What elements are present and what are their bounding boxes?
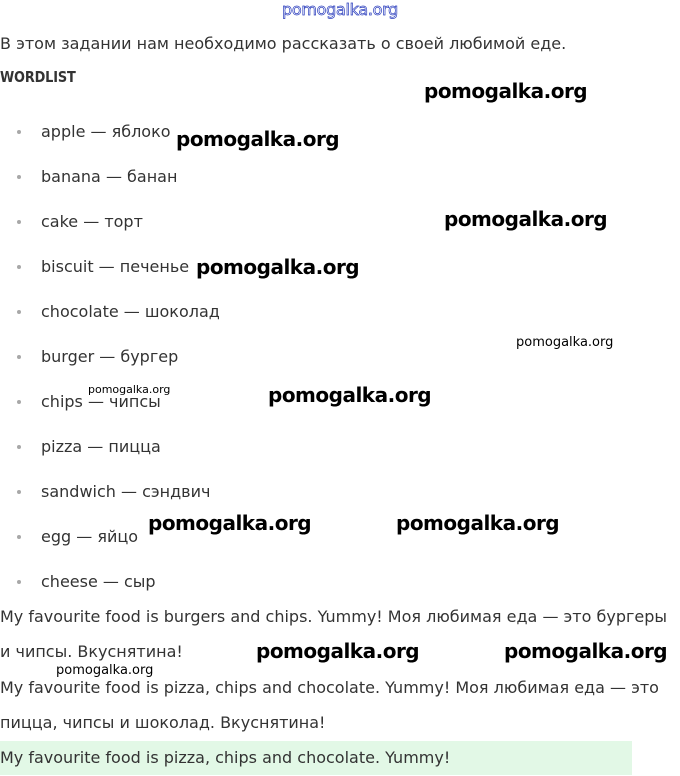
wordlist-item: cheese — сыр <box>0 570 220 615</box>
example-paragraph-2 <box>0 670 680 740</box>
wordlist-item: burger — бургер <box>0 345 220 390</box>
watermark: pomogalka.org <box>444 207 608 231</box>
wordlist-item: sandwich — сэндвич <box>0 480 220 525</box>
watermark: pomogalka.org <box>268 383 432 407</box>
wordlist <box>0 120 220 615</box>
paragraph-line: пицца, чипсы и шоколад. Вкуснятина! <box>0 713 326 732</box>
intro-text: В этом задании нам необходимо рассказать о своей любимой еде. <box>0 34 567 53</box>
wordlist-item: apple — яблоко <box>0 120 220 165</box>
watermark: pomogalka.org <box>504 639 668 663</box>
paragraph-line: My favourite food is burgers and chips. Yummy! Моя любимая еда — это бургеры <box>0 607 668 626</box>
wordlist-item: egg — яйцо <box>0 525 220 570</box>
wordlist-item: chips — чипсы <box>0 390 220 435</box>
watermark: pomogalka.org <box>148 511 312 535</box>
paragraph-line: My favourite food is pizza, chips and chocolate. Yummy! Моя любимая еда — это <box>0 678 659 697</box>
watermark: pomogalka.org <box>424 79 588 103</box>
wordlist-item: banana — банан <box>0 165 220 210</box>
paragraph-line: и чипсы. Вкуснятина! <box>0 642 183 661</box>
wordlist-item: pizza — пицца <box>0 435 220 480</box>
wordlist-item: chocolate — шоколад <box>0 300 220 345</box>
wordlist-item: cake — торт <box>0 210 220 255</box>
watermark: pomogalka.org <box>56 663 154 678</box>
watermark: pomogalka.org <box>196 255 360 279</box>
watermark: pomogalka.org <box>176 127 340 151</box>
watermark: pomogalka.org <box>396 511 560 535</box>
watermark: pomogalka.org <box>516 335 614 350</box>
header-watermark: pomogalka.org <box>282 0 398 19</box>
watermark: pomogalka.org <box>88 383 171 396</box>
wordlist-heading: WORDLIST <box>0 68 76 86</box>
watermark: pomogalka.org <box>256 639 420 663</box>
answer-highlight: My favourite food is pizza, chips and chocolate. Yummy! <box>0 741 632 775</box>
wordlist-item: biscuit — печенье <box>0 255 220 300</box>
